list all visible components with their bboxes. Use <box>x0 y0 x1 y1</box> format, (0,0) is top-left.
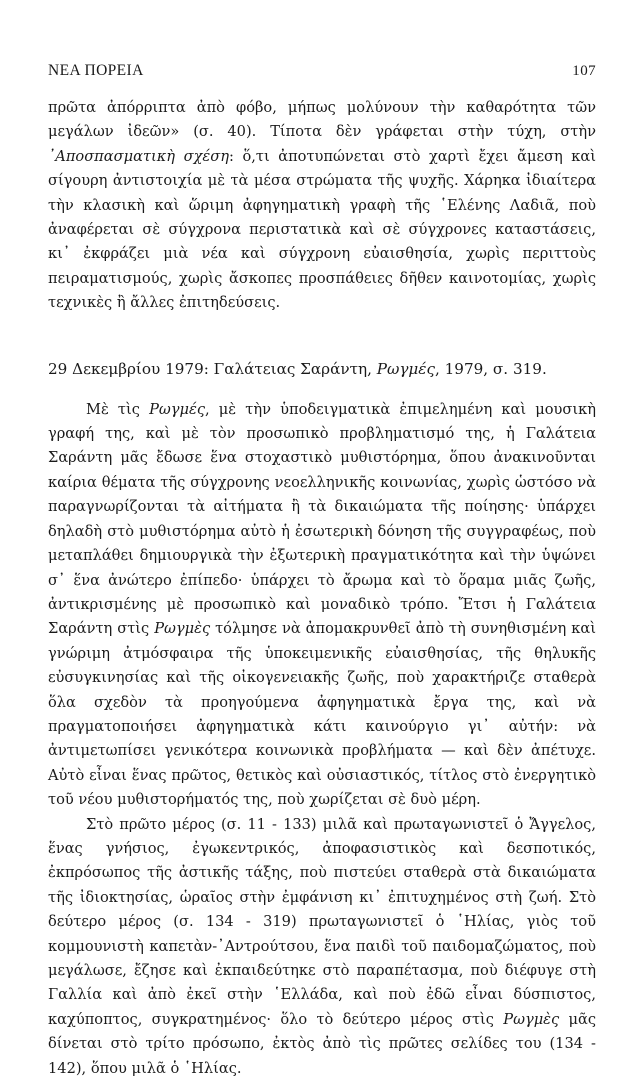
intro-text-2: : ὅ,τι ἀποτυπώνεται στὸ χαρτὶ ἔχει ἄμεση καὶ σίγουρη ἀντιστοιχία μὲ τὰ μέσα στρώματα τῆς ψυχῆς. Χάρηκα ἰδιαίτερα τὴν κλασικὴ καὶ ὥριμη ἀφηγηματικὴ γραφὴ τῆς ῾Ελένης Λαδιᾶ, ποὺ ἀναφέρεται σὲ σύγχρονα περιστατικὰ καὶ σὲ σύγχρονες καταστάσεις, κι᾿ ἐκφράζει μιὰ νέα καὶ σύγχρονη εὐαισθησία, χωρὶς περιττοὺς πειραματισμούς, χωρὶς ἄσκοπες προσπάθειες δῆθεν καινοτομίας, χωρὶς τεχνικὲς ἢ ἄλλες ἐπιτηδεύσεις. <box>48 147 596 312</box>
entry-heading <box>48 358 596 380</box>
intro-text-1: πρῶτα ἀπόρριπτα ἀπὸ φόβο, μήπως μολύνουν τὴν καθαρότητα τῶν μεγάλων ἰδεῶν» (σ. 40). Τίποτα δὲν γράφεται στὴν τύχη, στὴν <box>48 99 596 141</box>
intro-italic-title: ᾿Αποσπασματικὴ σχέση <box>48 147 229 165</box>
entry-heading-date: 29 Δεκεμβρίου 1979: Γαλάτειας Σαράντη, <box>48 359 377 378</box>
entry-heading-details: , 1979, σ. 319. <box>434 359 547 378</box>
p2-text-c: μᾶς δίνεται στὸ τρίτο πρόσωπο, ἐκτὸς ἀπὸ τὶς πρῶτες σελίδες του (134 - 142), ὅπου μιλᾶ ὁ ῾Ηλίας. <box>48 1010 596 1077</box>
p1-italic-title-1: Ρωγμές <box>149 400 205 418</box>
p1-text-e: τόλμησε νὰ ἀπομακρυνθεῖ ἀπὸ τὴ συνηθισμένη καὶ γνώριμη ἀτμόσφαιρα τῆς ὑποκειμενικῆς εὐαισθησίας, τῆς θηλυκῆς εὐσυγκινησίας καὶ τῆς οἰκογενειακῆς ζωῆς, ποὺ χαρακτήριζε σταθερὰ ὅλα σχεδὸν τὰ προηγούμενα ἀφηγηματικὰ ἔργα της, καὶ νὰ πραγματοποιήσει ἀφηγηματικὰ κάτι καινούργιο γι᾿ αὐτήν: νὰ ἀντιμετωπίσει γενικότερα κοινωνικὰ προβλήματα — καὶ δὲν ἀπέτυχε. Αὐτὸ εἶναι ἕνας πρῶτος, θετικὸς καὶ οὐσιαστικός, τίτλος στὸ ἐνεργητικὸ τοῦ νέου μυθιστορήματός της, ποὺ χωρίζεται σὲ δυὸ μέρη. <box>48 620 596 809</box>
entry-heading-book-title: Ρωγμές <box>376 359 435 378</box>
page-number: 107 <box>572 63 596 79</box>
p1-text-a: Μὲ τὶς <box>86 400 150 418</box>
p2-text-a: Στὸ πρῶτο μέρος (σ. 11 - 133) μιλᾶ καὶ πρωταγωνιστεῖ ὁ Ἄγγελος, ἕνας γνήσιος, ἐγωκεντρικός, ἀποφασιστικὸς καὶ δεσποτικός, ἐκπρόσωπος τῆς ἀστικῆς τάξης, ποὺ πιστεύει σταθερὰ στὰ δικαιώματα τῆς ἰδιοκτησίας, ὡραῖος στὴν ἐμφάνιση κι᾿ ἐπιτυχημένος στὴ ζωή. Στὸ δεύτερο μέρος (σ. 134 - 319) πρωταγωνιστεῖ ὁ ῾Ηλίας, γιὸς τοῦ κομμουνιστὴ καπετὰν-᾿Αντρούτσου, ἕνα παιδὶ τοῦ παιδομαζώματος, ποὺ μεγάλωσε, ἔζησε καὶ ἐκπαιδεύτηκε στὸ παραπέτασμα, ποὺ διέφυγε στὴ Γαλλία καὶ ἀπὸ ἐκεῖ στὴν ῾Ελλάδα, καὶ ποὺ ἐδῶ εἶναι δύσπιστος, καχύποπτος, συγκρατημένος· ὅλο τὸ δεύτερο μέρος στὶς <box>48 815 596 1028</box>
intro-paragraph <box>48 96 596 316</box>
p2-italic-title: Ρωγμὲς <box>503 1010 560 1028</box>
p1-italic-title-2: Ρωγμὲς <box>154 620 211 638</box>
entry-paragraph-1 <box>48 398 596 813</box>
journal-title: ΝΕΑ ΠΟΡΕΙΑ <box>48 62 144 79</box>
p1-text-c: , μὲ τὴν ὑποδειγματικὰ ἐπιμελημένη καὶ μουσικὴ γραφή της, καὶ μὲ τὸν προσωπικὸ προβληματισμό της, ἡ Γαλάτεια Σαράντη μᾶς ἔδωσε ἕνα στοχαστικὸ μυθιστόρημα, ὅπου ἀνακινοῦνται καίρια θέματα τῆς σύγχρονης νεοελληνικῆς κοινωνίας, χωρὶς ὡστόσο νὰ παραγνωρίζονται τὰ αἰτήματα ἢ τὰ δικαιώματα τῆς ποίησης· ὑπάρχει δηλαδὴ στὸ μυθιστόρημα αὐτὸ ἡ ἐσωτερικὴ δόνηση τῆς συγγραφέως, ποὺ μεταπλάθει δημιουργικὰ τὴν ἐξωτερικὴ πραγματικότητα καὶ τὴν ὑψώνει σ᾿ ἕνα ἀνώτερο ἐπίπεδο· ὑπάρχει τὸ ἄρωμα καὶ τὸ ὅραμα μιᾶς ζωῆς, ἀντικρισμένης μὲ προσωπικὸ καὶ μοναδικὸ τρόπο. Ἔτσι ἡ Γαλάτεια Σαράντη στὶς <box>48 400 596 638</box>
document-page <box>48 62 596 1081</box>
running-header <box>48 62 596 88</box>
entry-paragraph-2 <box>48 813 596 1081</box>
